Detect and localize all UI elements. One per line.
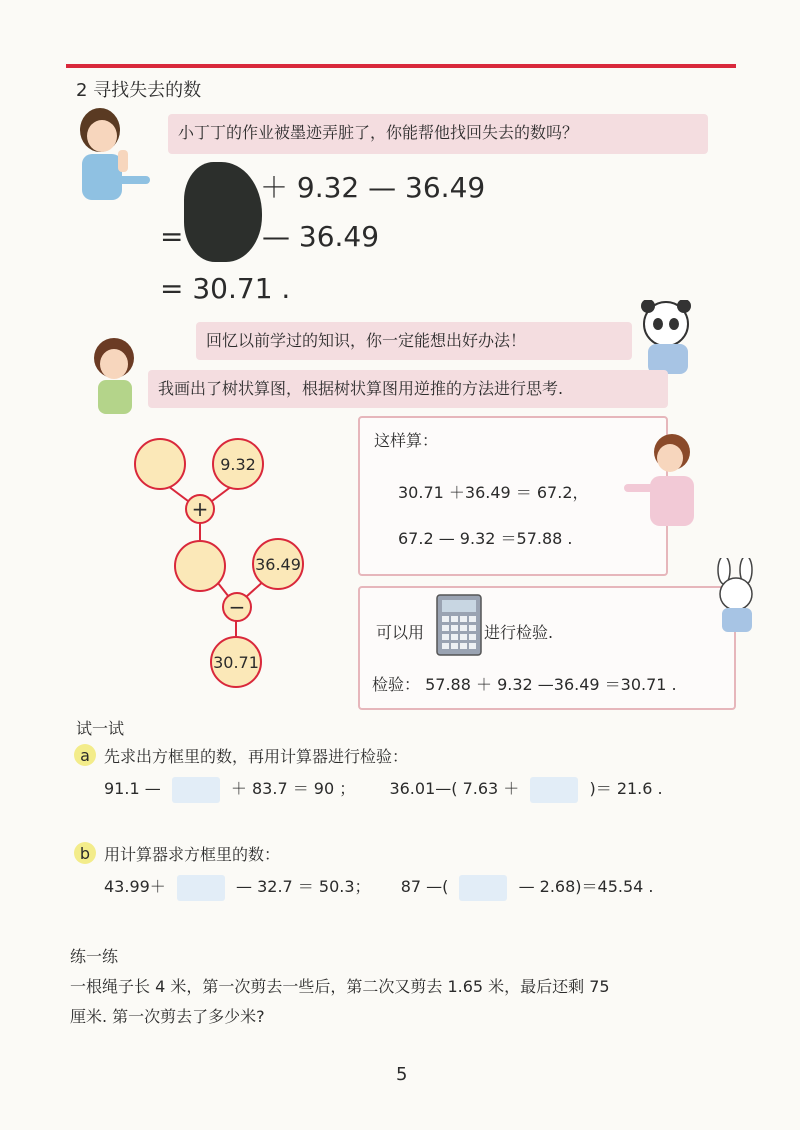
panda-illustration	[636, 300, 706, 378]
check-card	[358, 586, 736, 710]
page-number: 5	[396, 1064, 408, 1085]
calc-step-1: 30.71 ＋36.49 ＝ 67.2，	[398, 483, 589, 502]
tree-method-bubble: 我画出了树状算图，根据树状算图用逆推的方法进行思考.	[148, 370, 668, 408]
exercise-a-eq2-after: )＝ 21.6 .	[589, 779, 663, 798]
exercise-a-instruction: 先求出方框里的数，再用计算器进行检验：	[104, 747, 409, 766]
teacher-illustration	[622, 430, 712, 530]
exercise-b-instruction: 用计算器求方框里的数：	[104, 845, 281, 864]
answer-box-b2[interactable]	[459, 875, 507, 901]
practice-line-1: 一根绳子长 4 米，第一次剪去一些后，第二次又剪去 1.65 米，最后还剩 75	[70, 977, 610, 996]
tree-minus-op: −	[222, 592, 252, 622]
tree-unknown-middle	[174, 540, 226, 592]
check-prefix: 可以用	[376, 623, 425, 642]
boy-illustration	[62, 104, 162, 208]
ink-blot	[184, 162, 262, 262]
exercise-a-eq1-after: ＋ 83.7 ＝ 90 ；	[230, 779, 356, 798]
check-equation: 检验： 57.88 ＋ 9.32 —36.49 ＝30.71 .	[372, 675, 677, 694]
exercise-a-eq1-before: 91.1 —	[104, 779, 161, 798]
exercise-b-eq2-before: 87 —(	[400, 877, 449, 896]
question-bubble: 小丁丁的作业被墨迹弄脏了，你能帮他找回失去的数吗？	[168, 114, 708, 154]
exercise-b-equations	[104, 874, 654, 901]
girl-illustration	[84, 334, 150, 414]
exercise-b-tag: b	[74, 842, 96, 864]
calculator-icon	[436, 594, 482, 656]
section-title: 2 寻找失去的数	[76, 80, 202, 101]
tree-mid-right-node: 36.49	[252, 538, 304, 590]
header-rule	[66, 64, 736, 68]
recall-hint-bubble: 回忆以前学过的知识，你一定能想出好办法！	[196, 322, 632, 360]
equation-line-1: ＋ 9.32 — 36.49	[260, 171, 486, 204]
answer-box-a2[interactable]	[530, 777, 578, 803]
answer-box-a1[interactable]	[172, 777, 220, 803]
calc-step-2: 67.2 — 9.32 ＝57.88 .	[398, 529, 573, 548]
calc-heading: 这样算：	[374, 431, 439, 450]
tree-top-right-node: 9.32	[212, 438, 264, 490]
equation-line-3: = 30.71 .	[160, 272, 291, 305]
practice-heading: 练一练	[70, 947, 119, 966]
try-it-heading: 试一试	[76, 719, 125, 738]
exercise-a-eq2-before: 36.01—( 7.63 ＋	[389, 779, 520, 798]
check-suffix: 进行检验.	[484, 623, 554, 642]
equation-line-2-prefix: =	[160, 220, 184, 253]
tree-bottom-node: 30.71	[210, 636, 262, 688]
tree-plus-op: +	[185, 494, 215, 524]
tree-unknown-top	[134, 438, 186, 490]
answer-box-b1[interactable]	[177, 875, 225, 901]
practice-line-2: 厘米. 第一次剪去了多少米?	[70, 1007, 265, 1026]
rabbit-illustration	[702, 558, 774, 638]
exercise-b-eq2-after: — 2.68)＝45.54 .	[518, 877, 654, 896]
exercise-a-tag: a	[74, 744, 96, 766]
equation-line-2: — 36.49	[262, 220, 380, 253]
exercise-b-eq1-after: — 32.7 ＝ 50.3；	[236, 877, 371, 896]
exercise-a-equations	[104, 776, 663, 803]
exercise-b-eq1-before: 43.99＋	[104, 877, 166, 896]
